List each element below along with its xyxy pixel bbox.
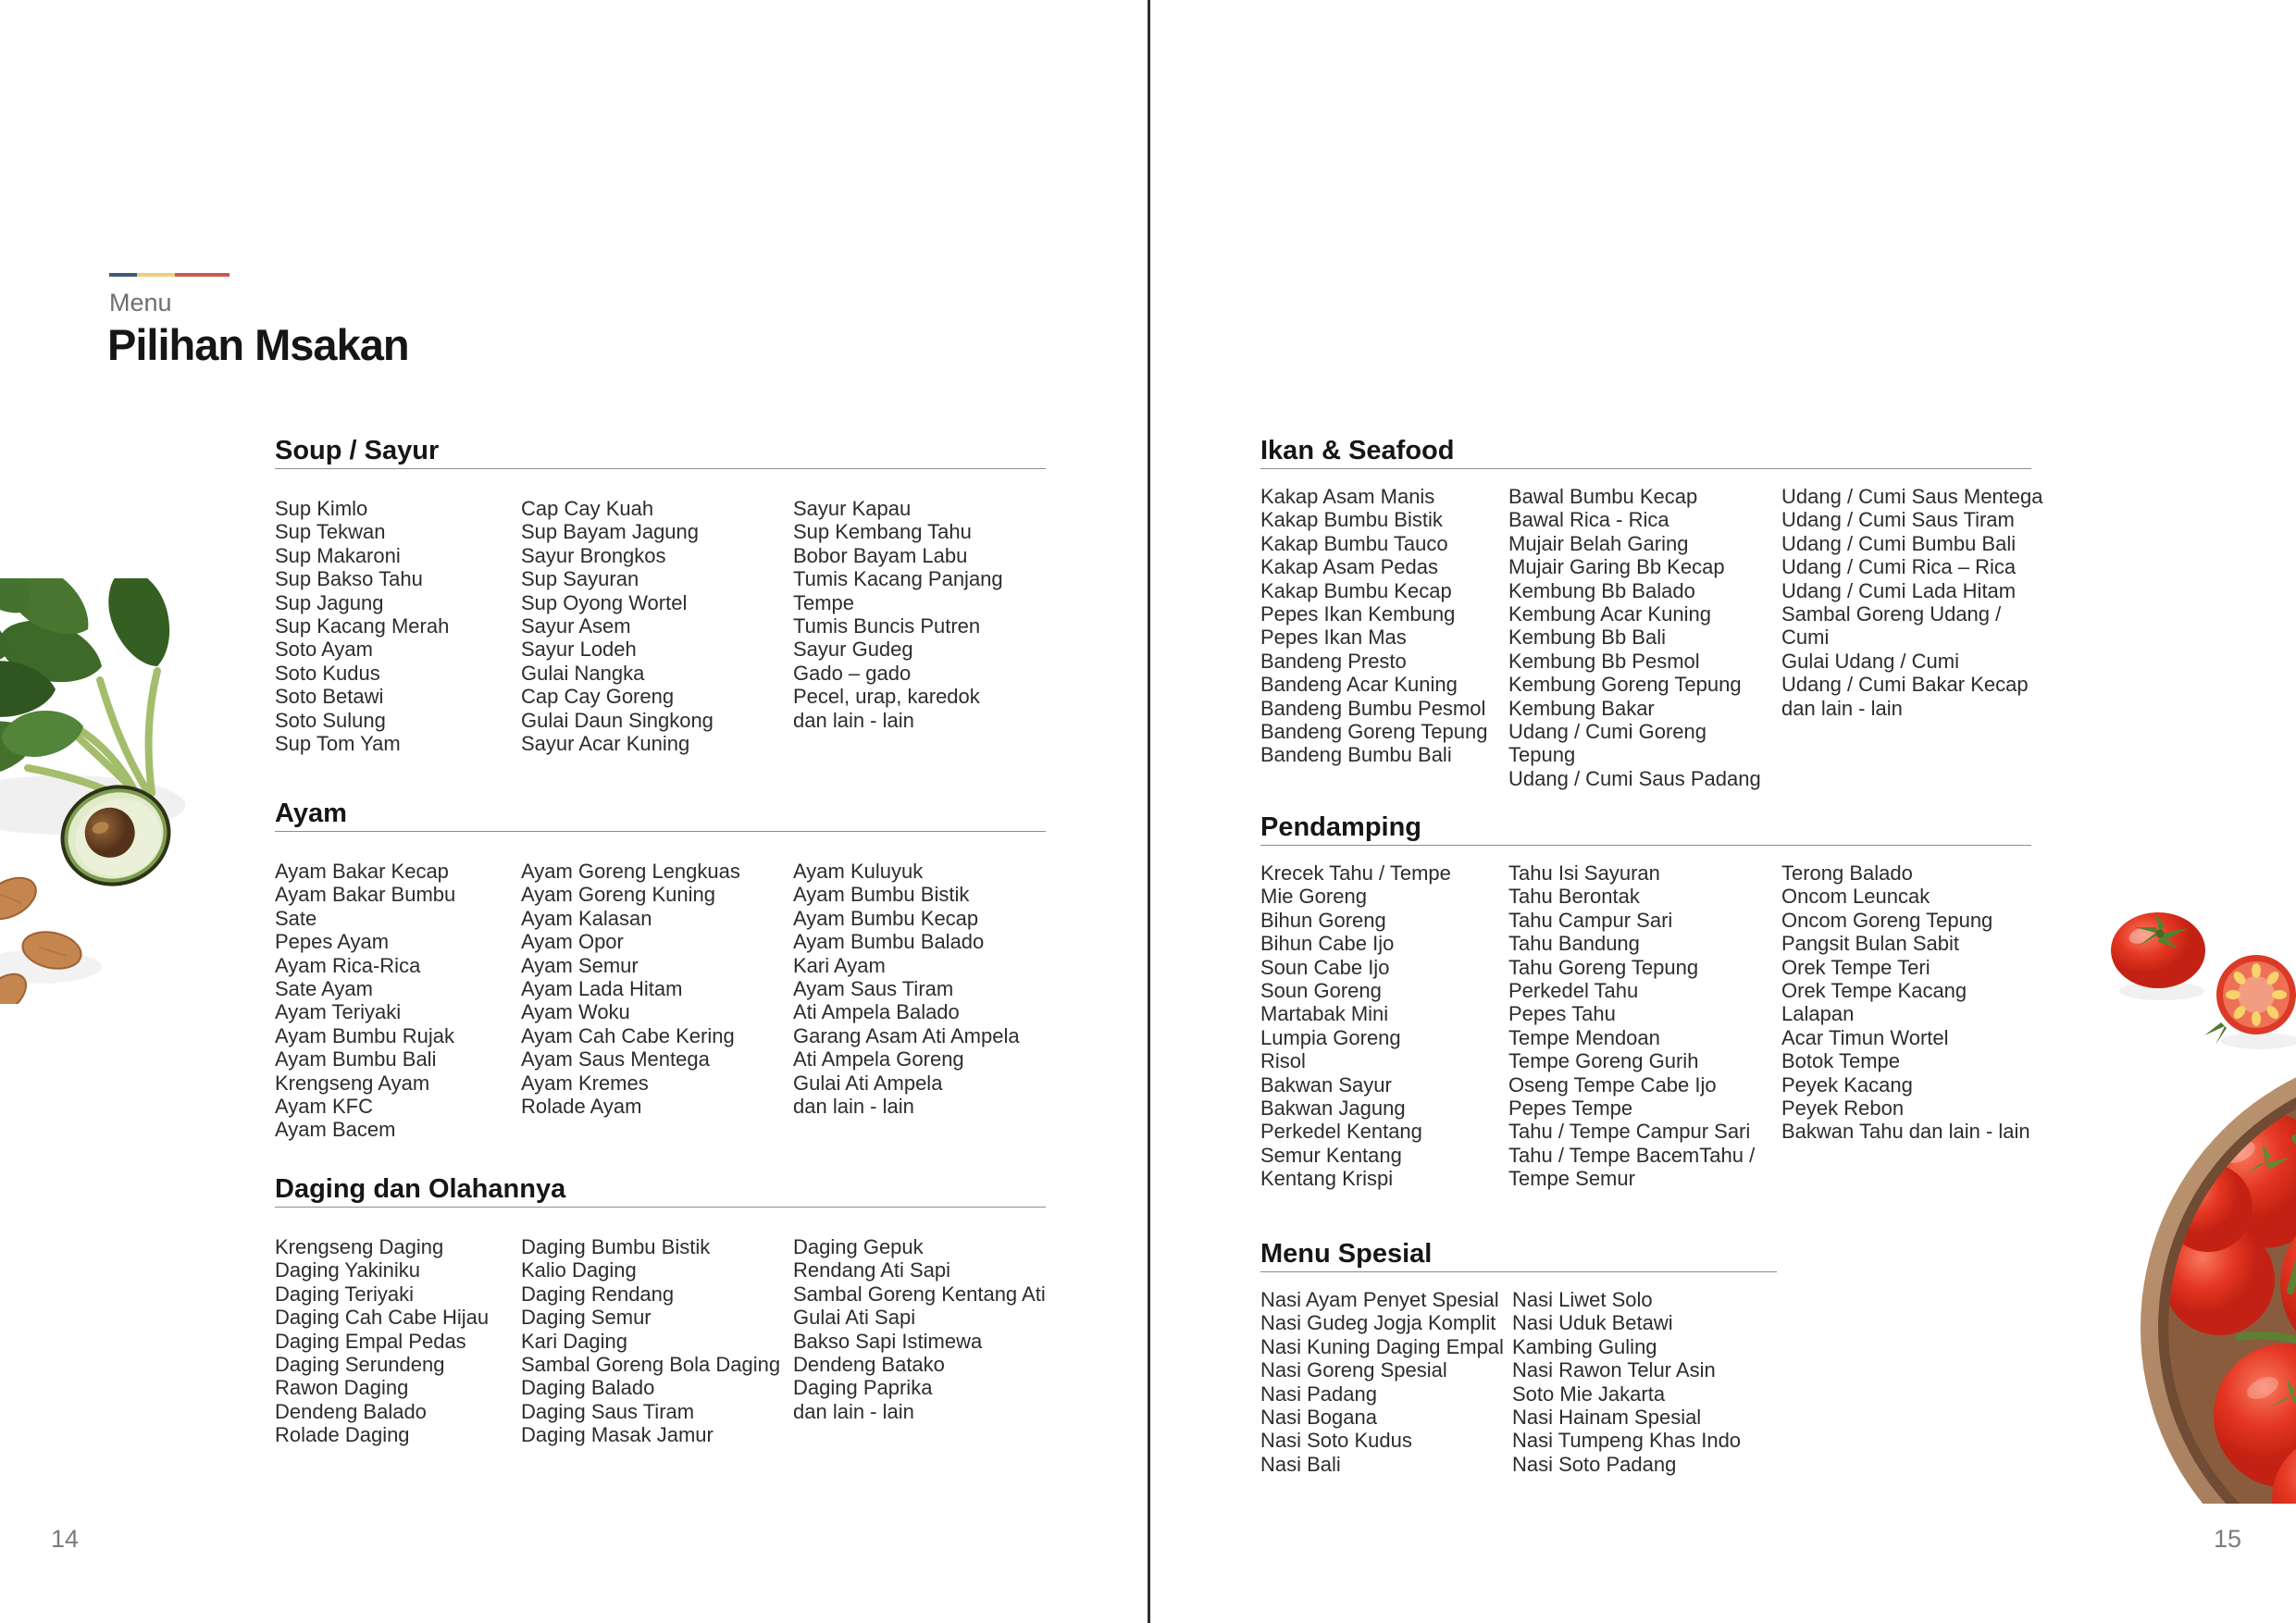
menu-item: Dendeng Balado (275, 1399, 427, 1423)
menu-item: Cap Cay Kuah (521, 497, 654, 520)
menu-item: Bihun Goreng (1260, 908, 1386, 932)
menu-item: Peyek Rebon (1781, 1096, 1905, 1121)
menu-item: Nasi Tumpeng Khas Indo (1512, 1429, 1742, 1453)
menu-item: Ayam Woku (521, 1000, 630, 1024)
menu-item: Nasi Bogana (1260, 1406, 1377, 1430)
menu-item: Bawal Bumbu Kecap (1508, 485, 1698, 508)
page-divider (1148, 0, 1150, 1623)
menu-item: Perkedel Kentang (1260, 1120, 1422, 1144)
section-rule (1260, 845, 2031, 846)
page-title: Pilihan Msakan (107, 320, 409, 369)
menu-item: Nasi Kuning Daging Empal (1260, 1334, 1504, 1358)
menu-item: Daging Semur (521, 1306, 652, 1330)
menu-item: Soto Kudus (275, 661, 380, 685)
menu-item: Oncom Goreng Tepung (1781, 908, 1993, 932)
section-menu-spesial (1260, 1238, 1777, 1476)
menu-item: Dendeng Batako (793, 1353, 945, 1377)
menu-eyebrow: Menu (109, 289, 172, 316)
menu-item: Ayam Kalasan (521, 906, 652, 930)
menu-column (1512, 1288, 1781, 1476)
menu-item: Soto Ayam (275, 638, 373, 662)
section-ikan-seafood (1260, 435, 2043, 790)
menu-item: Daging Empal Pedas (275, 1329, 466, 1353)
menu-item: Daging Serundeng (275, 1353, 445, 1377)
menu-item: Sayur Acar Kuning (521, 732, 690, 756)
menu-column (521, 1235, 785, 1447)
menu-item: Ayam Bakar Kecap (275, 860, 449, 883)
menu-item: Ati Ampela Goreng (793, 1047, 964, 1072)
menu-item: Bandeng Bumbu Pesmol (1260, 696, 1486, 720)
menu-item: Sayur Gudeg (793, 638, 913, 662)
menu-item: Ayam Bumbu Rujak (275, 1023, 455, 1047)
menu-item: dan lain - lain (1781, 696, 1903, 720)
menu-column (521, 497, 785, 755)
menu-item: Soun Cabe Ijo (1260, 955, 1390, 979)
menu-item: Mie Goreng (1260, 885, 1367, 909)
menu-item: Cap Cay Goreng (521, 685, 675, 709)
menu-item: Nasi Goreng Spesial (1260, 1358, 1447, 1382)
menu-item: Daging Rendang (521, 1282, 675, 1306)
menu-item: Udang / Cumi Bakar Kecap (1781, 673, 2029, 697)
menu-column (1781, 861, 2050, 1144)
menu-column (1781, 485, 2050, 720)
menu-column (275, 1235, 527, 1447)
menu-item: Sayur Brongkos (521, 543, 666, 567)
menu-item: Sate Ayam (275, 977, 373, 1001)
section-title: Pendamping (1260, 812, 1422, 842)
menu-item: Sate (275, 906, 317, 930)
menu-item: Kembung Bb Pesmol (1508, 649, 1700, 673)
menu-item: Nasi Gudeg Jogja Komplit (1260, 1311, 1496, 1335)
menu-item: Udang / Cumi Goreng Tepung (1508, 720, 1706, 767)
menu-item: Soto Sulung (275, 708, 386, 732)
menu-item: Pepes Tahu (1508, 1002, 1616, 1026)
menu-item: Semur Kentang (1260, 1143, 1402, 1167)
menu-item: Gulai Daun Singkong (521, 708, 714, 732)
section-daging (275, 1173, 1046, 1447)
menu-item: Sup Jagung (275, 590, 384, 614)
menu-item: dan lain - lain (793, 1399, 914, 1423)
menu-column (793, 1235, 1061, 1423)
menu-item: Ayam Goreng Lengkuas (521, 860, 740, 883)
menu-item: Daging Teriyaki (275, 1282, 415, 1306)
menu-item: Ayam Kuluyuk (793, 860, 924, 883)
menu-item: Lalapan (1781, 1002, 1855, 1026)
menu-item: Sambal Goreng Bola Daging (521, 1353, 781, 1377)
menu-item: Tahu / Tempe Campur Sari (1508, 1120, 1751, 1144)
menu-item: Tahu Bandung (1508, 932, 1640, 956)
menu-item: Soun Goreng (1260, 979, 1382, 1003)
menu-item: Bandeng Bumbu Bali (1260, 743, 1452, 767)
section-rule (1260, 468, 2031, 469)
menu-item: dan lain - lain (793, 1095, 914, 1119)
accent-line (109, 273, 230, 277)
menu-item: Garang Asam Ati Ampela (793, 1023, 1020, 1047)
menu-item: Kakap Bumbu Tauco (1260, 531, 1448, 555)
menu-item: Kembung Bb Bali (1508, 626, 1666, 650)
menu-item: Peyek Kacang (1781, 1072, 1913, 1096)
menu-item: Oncom Leuncak (1781, 885, 1930, 909)
menu-item: Udang / Cumi Rica – Rica (1781, 555, 2017, 579)
spinach-avocado-photo (0, 578, 194, 1004)
menu-item: Sambal Goreng Udang / Cumi (1781, 602, 2002, 650)
menu-item: Daging Balado (521, 1376, 655, 1400)
menu-item: Daging Yakiniku (275, 1258, 420, 1282)
menu-item: Nasi Soto Padang (1512, 1452, 1677, 1476)
menu-item: Tempe Goreng Gurih (1508, 1049, 1699, 1073)
accent-segment (175, 273, 230, 277)
menu-item: Ayam KFC (275, 1095, 373, 1119)
menu-item: Gulai Nangka (521, 661, 645, 685)
menu-column (1508, 485, 1768, 790)
menu-item: Bandeng Goreng Tepung (1260, 720, 1488, 744)
menu-item: Ayam Opor (521, 930, 624, 954)
menu-item: Botok Tempe (1781, 1049, 1901, 1073)
menu-item: Nasi Ayam Penyet Spesial (1260, 1288, 1499, 1311)
tomato-bowl-photo (2101, 902, 2296, 1504)
menu-item: Tahu Isi Sayuran (1508, 861, 1660, 885)
menu-item: Kembung Acar Kuning (1508, 602, 1711, 626)
menu-column (793, 860, 1061, 1118)
section-rule (275, 831, 1046, 832)
menu-item: Kari Daging (521, 1329, 627, 1353)
menu-item: Daging Saus Tiram (521, 1399, 695, 1423)
menu-item: Nasi Uduk Betawi (1512, 1311, 1673, 1335)
menu-item: Ayam Bumbu Balado (793, 930, 985, 954)
menu-item: Risol (1260, 1049, 1306, 1073)
menu-item: Udang / Cumi Saus Tiram (1781, 508, 2015, 532)
menu-item: Ayam Bumbu Bali (275, 1047, 437, 1072)
menu-item: Udang / Cumi Saus Mentega (1781, 485, 2043, 508)
menu-item: Sayur Asem (521, 614, 631, 638)
menu-item: Gulai Ati Sapi (793, 1306, 916, 1330)
menu-item: Sayur Lodeh (521, 638, 637, 662)
menu-item: Pepes Ayam (275, 930, 390, 954)
menu-item: Bakwan Tahu dan lain - lain (1781, 1120, 2030, 1144)
menu-item: Nasi Padang (1260, 1381, 1377, 1406)
menu-item: Rendang Ati Sapi (793, 1258, 951, 1282)
menu-item: Daging Masak Jamur (521, 1423, 714, 1447)
menu-item: Pepes Ikan Kembung (1260, 602, 1456, 626)
menu-item: Ayam Kremes (521, 1071, 649, 1095)
menu-item: Gado – gado (793, 661, 912, 685)
menu-item: Tumis Buncis Putren (793, 614, 981, 638)
menu-item: Sup Oyong Wortel (521, 590, 688, 614)
menu-column (521, 860, 785, 1118)
section-rule (275, 1207, 1046, 1208)
menu-item: Rolade Ayam (521, 1095, 642, 1119)
menu-item: Kari Ayam (793, 953, 886, 977)
menu-item: Kakap Bumbu Kecap (1260, 578, 1452, 602)
menu-item: Martabak Mini (1260, 1002, 1389, 1026)
menu-item: Sup Tekwan (275, 520, 386, 544)
menu-item: Nasi Liwet Solo (1512, 1288, 1653, 1311)
menu-item: Ayam Cah Cabe Kering (521, 1023, 735, 1047)
menu-item: Sambal Goreng Kentang Ati (793, 1282, 1046, 1306)
menu-item: Bihun Cabe Ijo (1260, 932, 1395, 956)
menu-item: Ayam Saus Mentega (521, 1047, 710, 1072)
menu-item: Tumis Kacang Panjang Tempe (793, 567, 1003, 614)
menu-item: Kembung Bakar (1508, 696, 1655, 720)
menu-item: Sup Kimlo (275, 497, 368, 520)
menu-item: Kentang Krispi (1260, 1167, 1394, 1191)
menu-item: Nasi Hainam Spesial (1512, 1406, 1702, 1430)
section-title: Daging dan Olahannya (275, 1174, 566, 1204)
menu-item: Krengseng Daging (275, 1235, 444, 1258)
menu-item: Pepes Ikan Mas (1260, 626, 1407, 650)
menu-item: Oseng Tempe Cabe Ijo (1508, 1072, 1717, 1096)
menu-item: Ayam Bumbu Kecap (793, 906, 979, 930)
section-title: Menu Spesial (1260, 1239, 1433, 1269)
menu-item: Kambing Guling (1512, 1334, 1657, 1358)
section-rule (1260, 1271, 1777, 1272)
menu-item: Gulai Ati Ampela (793, 1071, 943, 1095)
menu-column (275, 497, 527, 755)
menu-item: Terong Balado (1781, 861, 1913, 885)
menu-item: Bakwan Jagung (1260, 1096, 1406, 1121)
menu-column (275, 860, 527, 1142)
menu-item: Bandeng Acar Kuning (1260, 673, 1458, 697)
menu-item: Sup Kembang Tahu (793, 520, 972, 544)
accent-segment (137, 273, 175, 277)
menu-item: Sup Bayam Jagung (521, 520, 700, 544)
menu-item: Ayam Bakar Bumbu (275, 883, 456, 907)
menu-item: Soto Mie Jakarta (1512, 1381, 1666, 1406)
menu-item: Kakap Asam Pedas (1260, 555, 1439, 579)
menu-item: Rolade Daging (275, 1423, 410, 1447)
menu-item: Bakso Sapi Istimewa (793, 1329, 983, 1353)
section-title: Soup / Sayur (275, 436, 440, 465)
menu-item: Nasi Soto Kudus (1260, 1429, 1412, 1453)
menu-item: Bobor Bayam Labu (793, 543, 968, 567)
menu-item: Pangsit Bulan Sabit (1781, 932, 1960, 956)
menu-item: Daging Bumbu Bistik (521, 1235, 711, 1258)
menu-item: Perkedel Tahu (1508, 979, 1639, 1003)
menu-column (1260, 1288, 1518, 1476)
menu-item: Orek Tempe Kacang (1781, 979, 1967, 1003)
accent-segment (109, 273, 137, 277)
menu-item: Nasi Bali (1260, 1452, 1341, 1476)
menu-item: Tahu Campur Sari (1508, 908, 1673, 932)
menu-item: Sup Tom Yam (275, 732, 401, 756)
menu-item: Udang / Cumi Bumbu Bali (1781, 531, 2017, 555)
menu-item: Ayam Saus Tiram (793, 977, 954, 1001)
section-pendamping (1260, 812, 2031, 1191)
menu-item: Rawon Daging (275, 1376, 409, 1400)
menu-item: Sayur Kapau (793, 497, 912, 520)
menu-item: Ayam Lada Hitam (521, 977, 683, 1001)
menu-item: Gulai Udang / Cumi (1781, 649, 1959, 673)
section-soup-sayur (275, 435, 1046, 756)
menu-column (1260, 485, 1508, 767)
menu-item: Bakwan Sayur (1260, 1072, 1392, 1096)
menu-item: Ayam Bacem (275, 1118, 396, 1142)
menu-item: Kakap Bumbu Bistik (1260, 508, 1443, 532)
menu-item: Tahu / Tempe BacemTahu / Tempe Semur (1508, 1143, 1756, 1191)
menu-item: Pecel, urap, karedok (793, 685, 980, 709)
menu-item: Lumpia Goreng (1260, 1025, 1401, 1049)
menu-item: Udang / Cumi Saus Padang (1508, 766, 1761, 790)
menu-item: Ati Ampela Balado (793, 1000, 960, 1024)
menu-item: Tahu Berontak (1508, 885, 1640, 909)
menu-item: Ayam Teriyaki (275, 1000, 402, 1024)
section-title: Ikan & Seafood (1260, 436, 1455, 465)
menu-item: Tempe Mendoan (1508, 1025, 1660, 1049)
section-title: Ayam (275, 799, 347, 828)
menu-column (1508, 861, 1768, 1191)
menu-item: Krengseng Ayam (275, 1071, 430, 1095)
menu-item: Pepes Tempe (1508, 1096, 1633, 1121)
menu-item: Ayam Semur (521, 953, 639, 977)
menu-item: Kembung Bb Balado (1508, 578, 1695, 602)
menu-item: Bawal Rica - Rica (1508, 508, 1669, 532)
menu-item: Daging Gepuk (793, 1235, 924, 1258)
menu-item: Ayam Goreng Kuning (521, 883, 715, 907)
menu-item: Mujair Belah Garing (1508, 531, 1689, 555)
menu-item: dan lain - lain (793, 708, 914, 732)
menu-item: Orek Tempe Teri (1781, 955, 1930, 979)
menu-item: Krecek Tahu / Tempe (1260, 861, 1451, 885)
menu-item: Acar Timun Wortel (1781, 1025, 1949, 1049)
menu-item: Kakap Asam Manis (1260, 485, 1435, 508)
menu-item: Tahu Goreng Tepung (1508, 955, 1699, 979)
menu-item: Soto Betawi (275, 685, 384, 709)
menu-item: Sup Kacang Merah (275, 614, 450, 638)
menu-column (1260, 861, 1508, 1191)
menu-column (793, 497, 1061, 732)
menu-item: Bandeng Presto (1260, 649, 1407, 673)
section-rule (275, 468, 1046, 469)
menu-item: Udang / Cumi Lada Hitam (1781, 578, 2017, 602)
menu-item: Sup Makaroni (275, 543, 401, 567)
menu-item: Mujair Garing Bb Kecap (1508, 555, 1725, 579)
menu-item: Sup Bakso Tahu (275, 567, 423, 591)
menu-item: Kalio Daging (521, 1258, 637, 1282)
menu-item: Ayam Bumbu Bistik (793, 883, 970, 907)
menu-item: Ayam Rica-Rica (275, 953, 421, 977)
menu-item: Sup Sayuran (521, 567, 639, 591)
menu-item: Daging Paprika (793, 1376, 933, 1400)
menu-item: Kembung Goreng Tepung (1508, 673, 1742, 697)
page-number-left: 14 (51, 1525, 80, 1553)
page-number-right: 15 (2214, 1525, 2242, 1553)
menu-item: Daging Cah Cabe Hijau (275, 1306, 490, 1330)
menu-item: Nasi Rawon Telur Asin (1512, 1358, 1716, 1382)
section-ayam (275, 798, 1046, 1142)
